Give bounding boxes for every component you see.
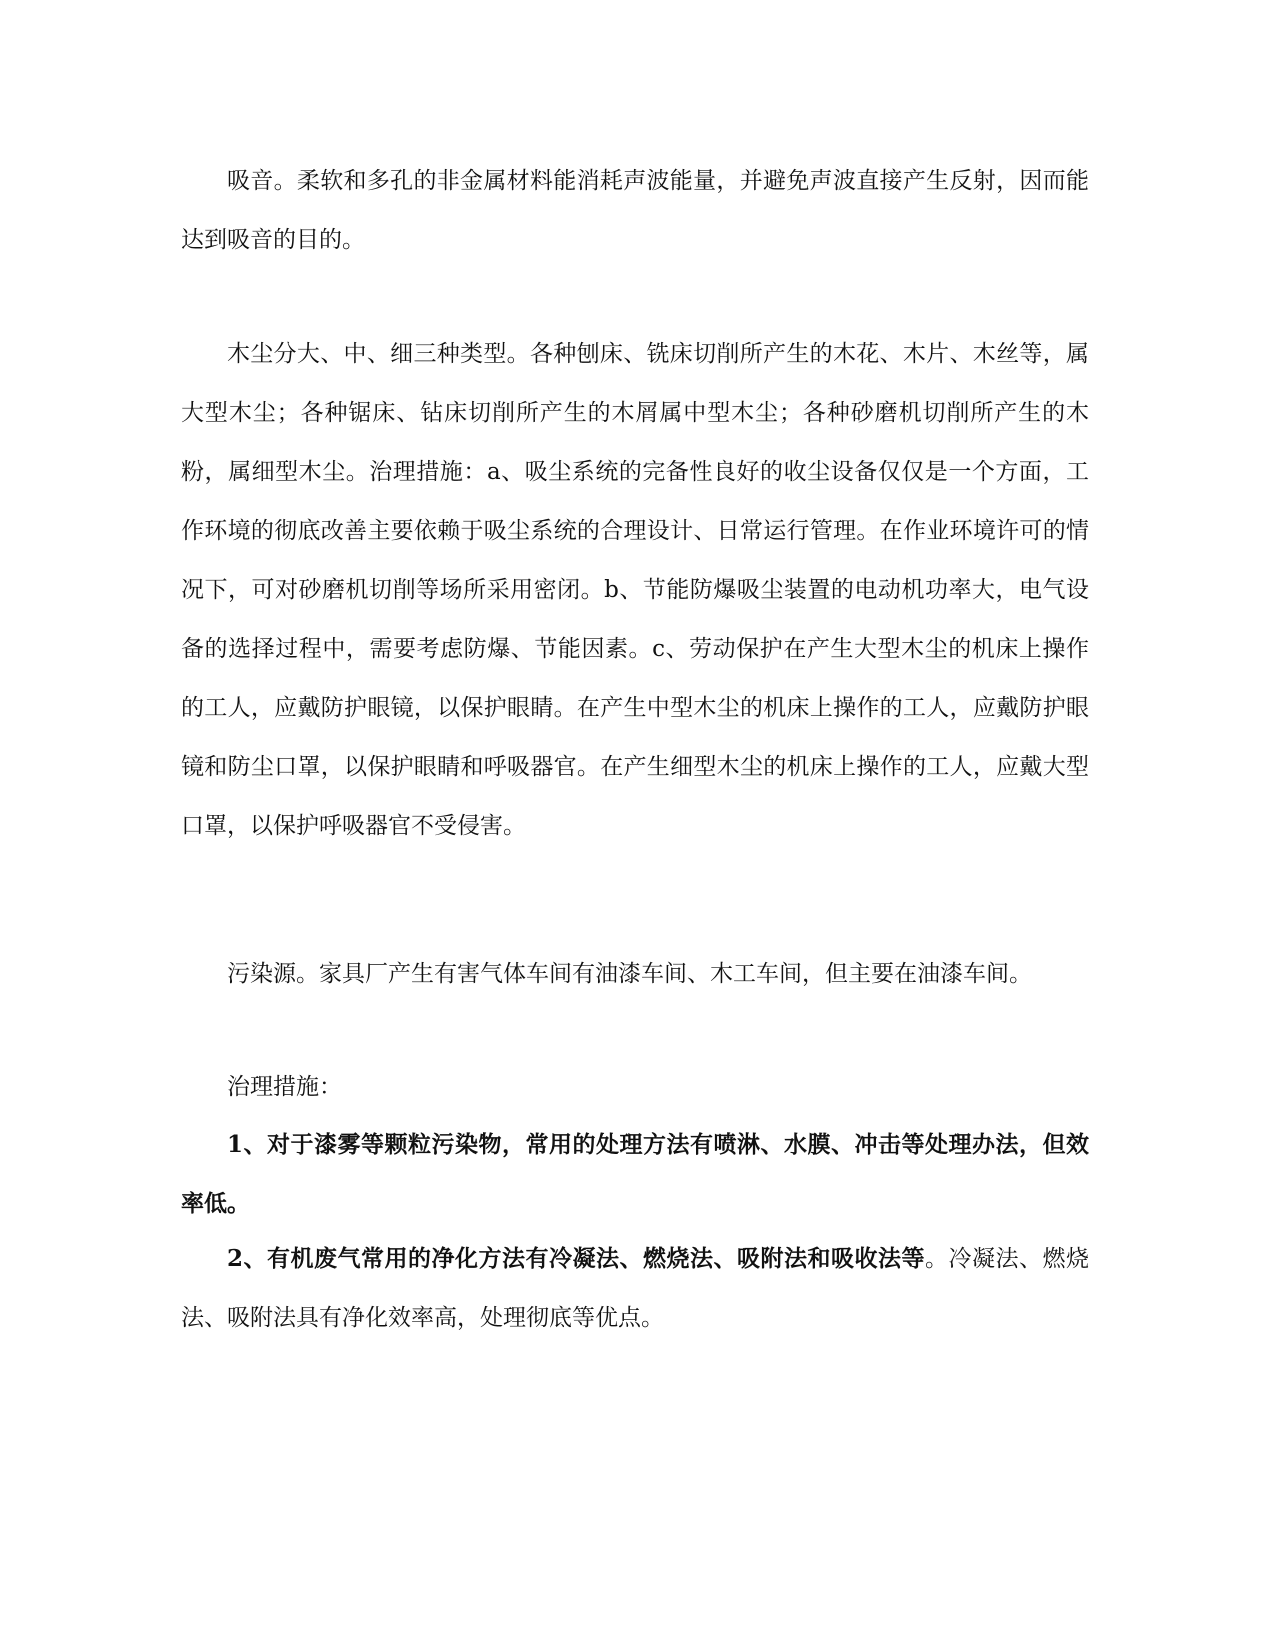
paragraph-sound-absorption: 吸音。柔软和多孔的非金属材料能消耗声波能量，并避免声波直接产生反射，因而能达到吸音的目的。 [181, 168, 1089, 253]
paragraph-treatment-item-1: 1、对于漆雾等颗粒污染物，常用的处理方法有喷淋、水膜、冲击等处理办法，但效率低。 [181, 1131, 1089, 1217]
treatment-item-2-bold: 2、有机废气常用的净化方法有冷凝法、燃烧法、吸附法和吸收法等 [227, 1245, 925, 1272]
paragraph-wood-dust: 木尘分大、中、细三种类型。各种刨床、铣床切削所产生的木花、木片、木丝等，属大型木尘；各种锯床、钻床切削所产生的木屑属中型木尘；各种砂磨机切削所产生的木粉，属细型木尘。治理措施：a、吸尘系统的完备性良好的收尘设备仅仅是一个方面，工作环境的彻底改善主要依赖于吸尘系统的合理设计、日常运行管理。在作业环境许可的情况下，可对砂磨机切削等场所采用密闭。b、节能防爆吸尘装置的电动机功率大，电气设备的选择过程中，需要考虑防爆、节能因素。c、劳动保护在产生大型木尘的机床上操作的工人，应戴防护眼镜，以保护眼睛。在产生中型木尘的机床上操作的工人，应戴防护眼镜和防尘口罩，以保护眼睛和呼吸器官。在产生细型木尘的机床上操作的工人，应戴大型口罩，以保护呼吸器官不受侵害。 [181, 341, 1089, 839]
paragraph-treatment-item-2 [181, 1229, 1089, 1348]
treatment-item-2-rest: 。冷凝法、燃烧法、吸附法具有净化效率高，处理彻底等优点。 [181, 1246, 1089, 1331]
paragraph-treatment-heading: 治理措施： [227, 1074, 342, 1100]
paragraph-pollution-source: 污染源。家具厂产生有害气体车间有油漆车间、木工车间，但主要在油漆车间。 [227, 961, 1032, 987]
